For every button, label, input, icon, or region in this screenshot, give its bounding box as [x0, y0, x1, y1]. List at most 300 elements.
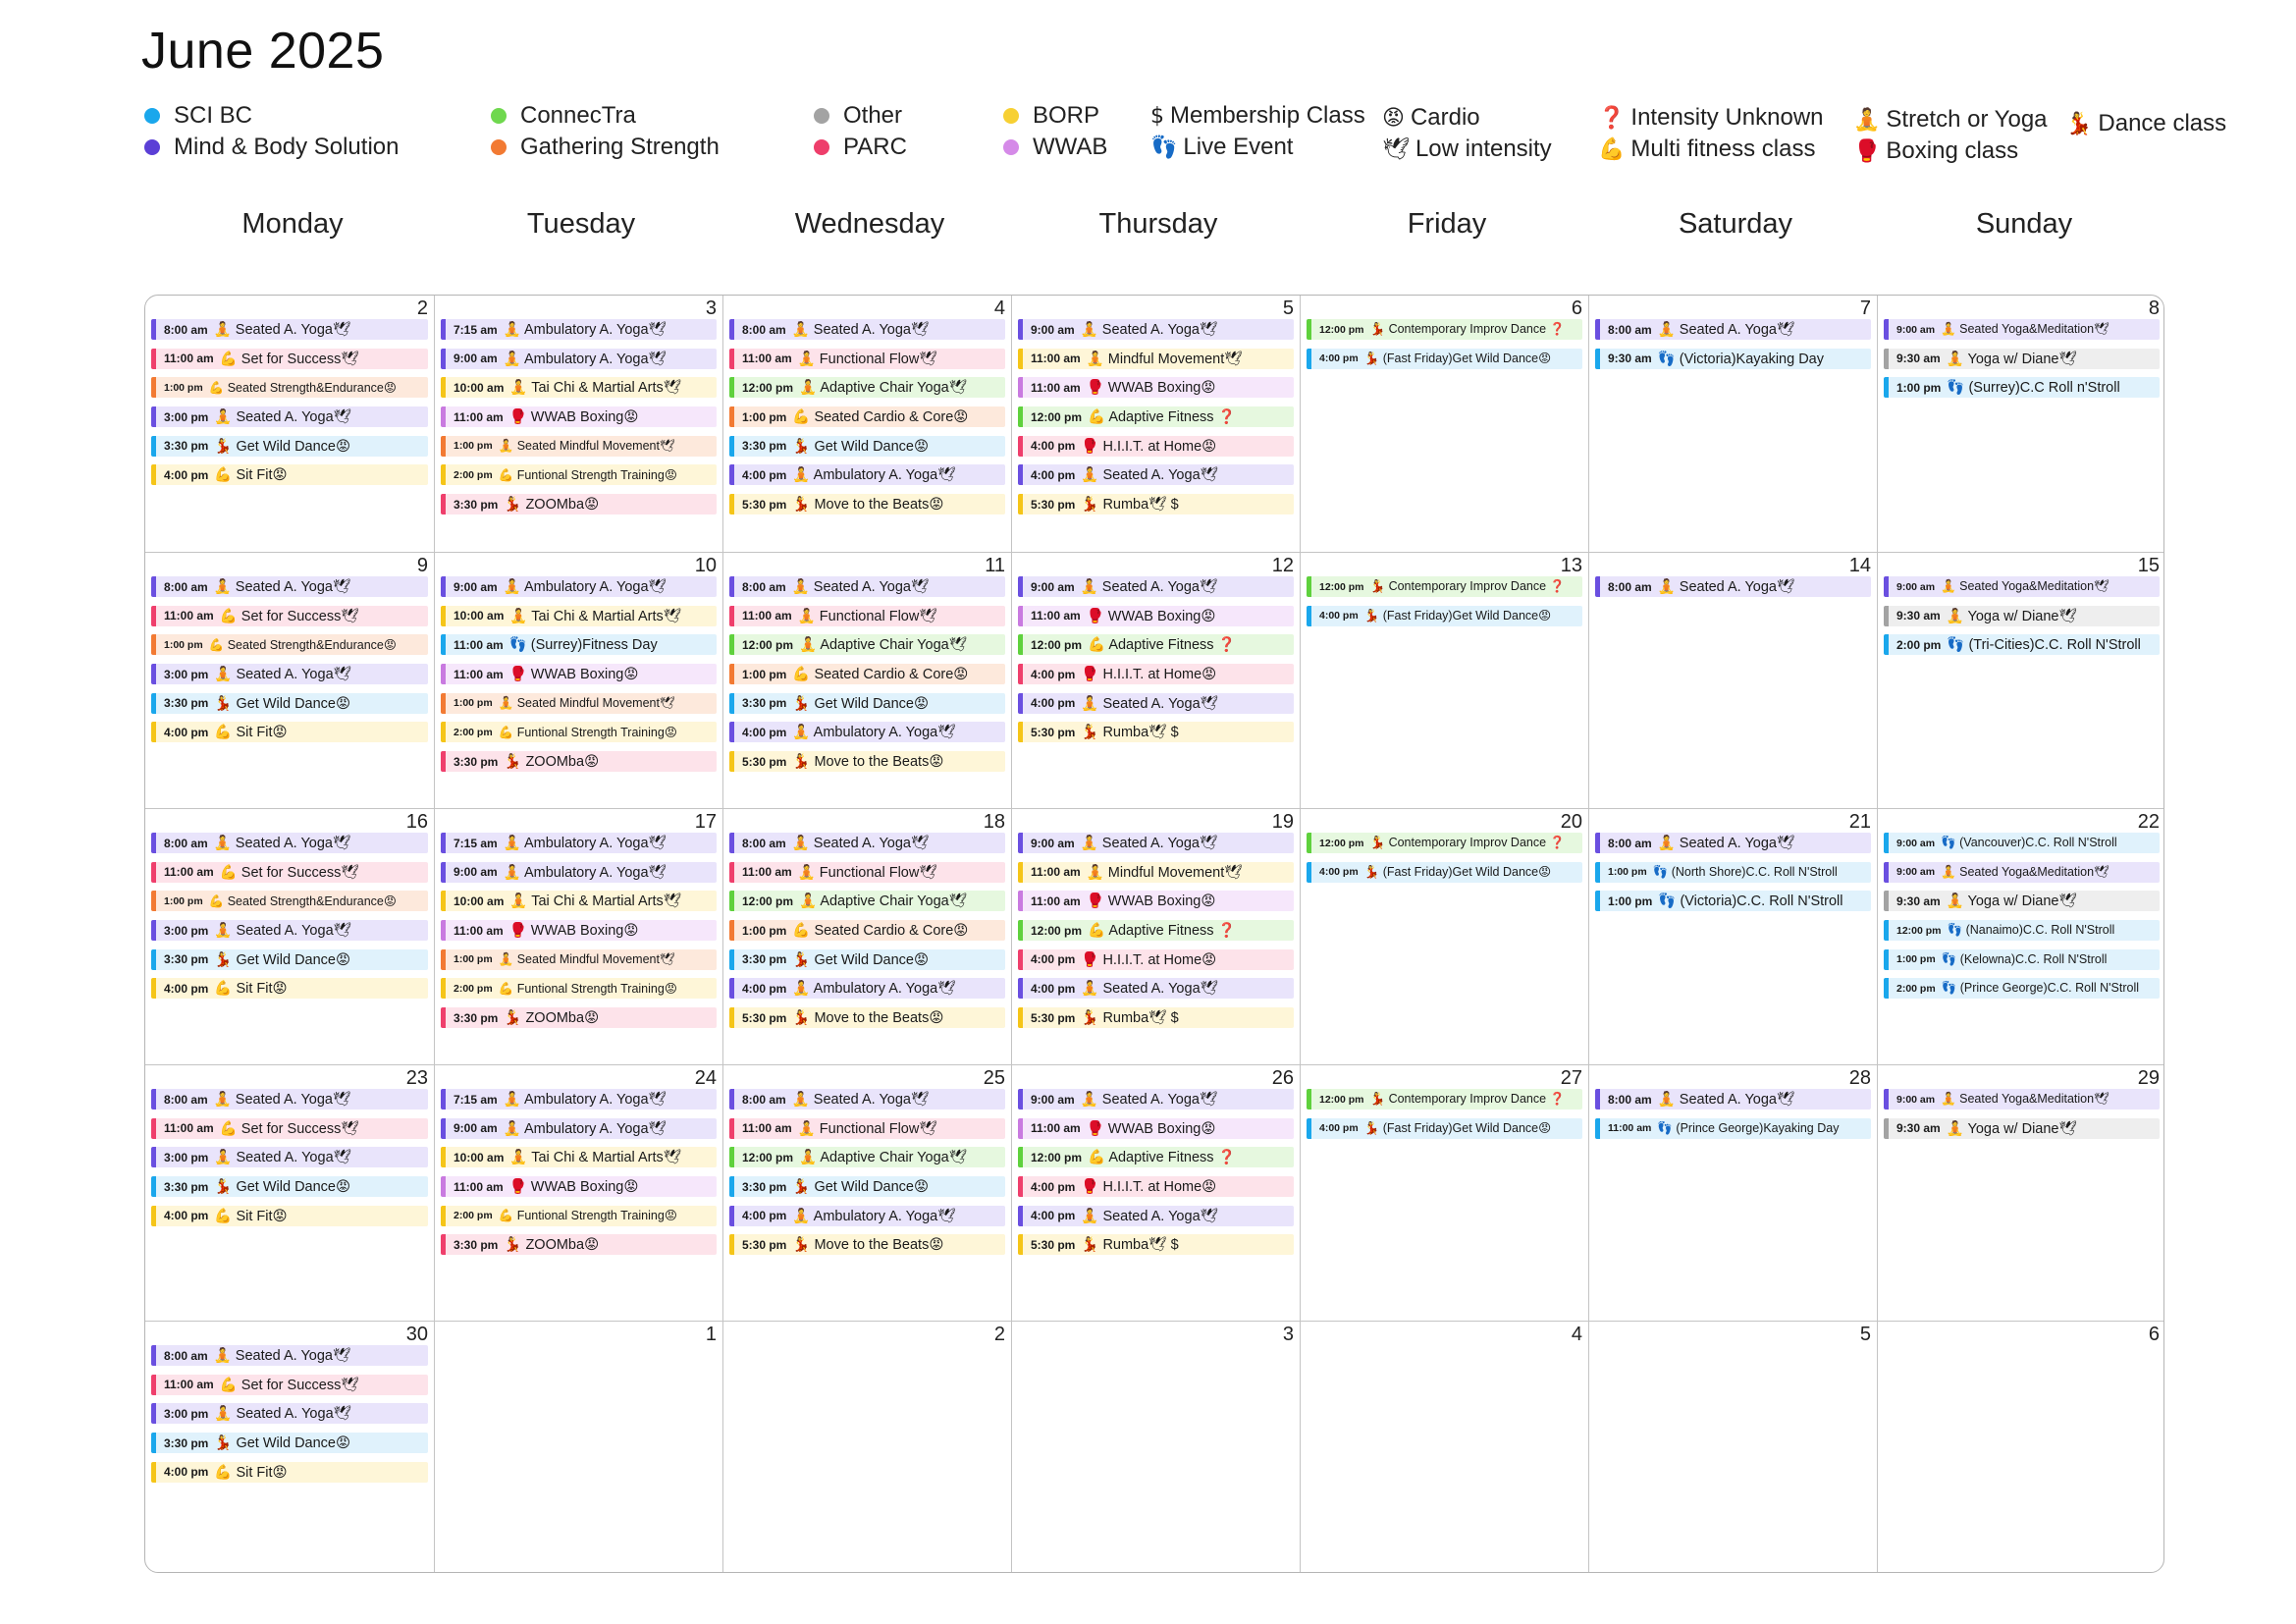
calendar-event[interactable]: [1884, 349, 2160, 369]
calendar-event[interactable]: [729, 664, 1005, 684]
calendar-event[interactable]: [151, 319, 428, 340]
day-cell[interactable]: [722, 296, 1011, 552]
calendar-event[interactable]: [1595, 891, 1871, 911]
footprints-icon: 👣: [1150, 135, 1178, 160]
calendar-event[interactable]: [729, 606, 1005, 626]
day-cell[interactable]: [1877, 296, 2164, 552]
event-time: 3:30 pm: [454, 1010, 499, 1025]
event-list: [1018, 576, 1294, 751]
event-time: 10:00 am: [454, 380, 505, 395]
event-title: 👣 (Prince George)C.C. Roll N'Stroll: [1941, 981, 2140, 996]
calendar-grid: [144, 295, 2164, 1573]
legend-label: ConnecTra: [520, 102, 636, 129]
calendar-event[interactable]: [1018, 1147, 1294, 1167]
event-title: 💪 Set for Success🕊: [219, 608, 359, 624]
calendar-event[interactable]: [1018, 634, 1294, 655]
day-cell[interactable]: [1877, 1065, 2164, 1322]
calendar-event[interactable]: [1018, 377, 1294, 398]
calendar-event[interactable]: [729, 494, 1005, 514]
calendar-event[interactable]: [729, 634, 1005, 655]
event-time: 3:30 pm: [742, 696, 787, 711]
calendar-event[interactable]: [441, 1089, 717, 1110]
calendar-event[interactable]: [1018, 319, 1294, 340]
calendar-event[interactable]: [1307, 349, 1582, 369]
event-time: 1:00 pm: [1896, 953, 1936, 966]
calendar-event[interactable]: [151, 920, 428, 941]
calendar-event[interactable]: [729, 920, 1005, 941]
day-cell[interactable]: [1588, 553, 1877, 809]
event-title: 🧘 Seated A. Yoga🕊: [1657, 1092, 1795, 1108]
day-cell[interactable]: [1588, 1065, 1877, 1322]
day-cell[interactable]: [1877, 809, 2164, 1065]
calendar-event[interactable]: [729, 693, 1005, 714]
event-time: 11:00 am: [742, 352, 792, 366]
calendar-event[interactable]: [1018, 862, 1294, 883]
calendar-event[interactable]: [441, 576, 717, 597]
calendar-event[interactable]: [1307, 1118, 1582, 1139]
event-time: 8:00 am: [1608, 836, 1652, 850]
day-cell[interactable]: [1300, 809, 1588, 1065]
event-title: 💃 Rumba🕊 $: [1081, 497, 1179, 514]
calendar-event[interactable]: [151, 1118, 428, 1139]
day-cell[interactable]: [145, 1322, 434, 1573]
event-title: 🥊 WWAB Boxing😡: [1086, 380, 1216, 397]
day-header-tuesday: Tuesday: [526, 208, 636, 240]
event-title: 🧘 Tai Chi & Martial Arts🕊: [509, 893, 682, 910]
calendar-event[interactable]: [441, 978, 717, 999]
event-title: 🧘 Seated Yoga&Meditation🕊: [1941, 1092, 2109, 1106]
event-title: 🧘 Seated A. Yoga🕊: [214, 1150, 352, 1166]
event-title: 💃 Contemporary Improv Dance ❓: [1369, 1092, 1566, 1106]
calendar-event[interactable]: [729, 464, 1005, 485]
legend-yoga-item: [1853, 106, 2048, 134]
event-title: 🧘 Tai Chi & Martial Arts🕊: [509, 380, 682, 397]
calendar-event[interactable]: [729, 436, 1005, 457]
calendar-event[interactable]: [1018, 436, 1294, 457]
day-cell[interactable]: [434, 296, 722, 552]
event-time: 5:30 pm: [1031, 1010, 1076, 1025]
event-title: 💃 (Fast Friday)Get Wild Dance😡: [1363, 865, 1552, 880]
event-title: 💃 Get Wild Dance😡: [792, 438, 930, 455]
event-title: 💃 Get Wild Dance😡: [792, 951, 930, 968]
calendar-event[interactable]: [1018, 949, 1294, 970]
event-title: 🥊 H.I.I.T. at Home😡: [1081, 951, 1217, 968]
event-time: 3:30 pm: [454, 754, 499, 769]
event-time: 12:00 pm: [1031, 409, 1083, 424]
day-cell[interactable]: [434, 1065, 722, 1322]
calendar-event[interactable]: [1018, 406, 1294, 427]
event-time: 9:00 am: [1896, 1093, 1936, 1106]
event-time: 2:00 pm: [454, 726, 493, 738]
event-title: 💃 Get Wild Dance😡: [214, 695, 351, 712]
calendar-event[interactable]: [151, 464, 428, 485]
calendar-event[interactable]: [441, 436, 717, 457]
day-number: 14: [1848, 555, 1871, 576]
calendar-event[interactable]: [729, 1089, 1005, 1110]
calendar-event[interactable]: [729, 891, 1005, 911]
calendar-event[interactable]: [441, 1007, 717, 1028]
calendar-event[interactable]: [1884, 920, 2160, 941]
calendar-event[interactable]: [441, 949, 717, 970]
calendar-event[interactable]: [1018, 1007, 1294, 1028]
calendar-event[interactable]: [1018, 1234, 1294, 1255]
calendar-event[interactable]: [729, 862, 1005, 883]
event-title: 👣 (Vancouver)C.C. Roll N'Stroll: [1941, 836, 2117, 849]
calendar-event[interactable]: [729, 406, 1005, 427]
event-time: 3:30 pm: [454, 1237, 499, 1252]
calendar-event[interactable]: [1018, 693, 1294, 714]
calendar-event[interactable]: [441, 319, 717, 340]
calendar-event[interactable]: [729, 949, 1005, 970]
event-time: 4:00 pm: [742, 725, 787, 739]
day-cell[interactable]: [1011, 296, 1300, 552]
calendar-event[interactable]: [1307, 606, 1582, 626]
calendar-event[interactable]: [151, 1462, 428, 1483]
calendar-event[interactable]: [441, 664, 717, 684]
event-list: [729, 576, 1005, 781]
event-title: 💪 Seated Strength&Endurance😡: [208, 893, 397, 908]
event-title: 🧘 Seated Yoga&Meditation🕊: [1941, 322, 2109, 336]
event-title: 🥊 H.I.I.T. at Home😡: [1081, 438, 1217, 455]
day-number: 20: [1560, 811, 1582, 833]
day-cell[interactable]: [1011, 1065, 1300, 1322]
calendar-event[interactable]: [1018, 1176, 1294, 1197]
calendar-event[interactable]: [151, 1176, 428, 1197]
event-title: 🧘 Seated A. Yoga🕊: [1657, 322, 1795, 338]
calendar-event[interactable]: [1018, 349, 1294, 369]
day-cell[interactable]: [1877, 553, 2164, 809]
event-title: 🧘 Seated Yoga&Meditation🕊: [1941, 579, 2109, 593]
event-time: 12:00 pm: [742, 380, 794, 395]
day-number: 15: [2137, 555, 2160, 576]
legend-live-event-item: [1150, 134, 1293, 161]
calendar-event[interactable]: [1595, 1118, 1871, 1139]
day-number: 4: [1571, 1324, 1582, 1345]
calendar-event[interactable]: [1884, 1118, 2160, 1139]
event-time: 11:00 am: [164, 865, 214, 880]
event-title: 🧘 Seated A. Yoga🕊: [213, 579, 351, 595]
event-title: 💃 Rumba🕊 $: [1081, 1237, 1179, 1254]
calendar-event[interactable]: [1018, 1089, 1294, 1110]
calendar-event[interactable]: [151, 1206, 428, 1226]
calendar-event[interactable]: [441, 406, 717, 427]
event-time: 3:30 pm: [742, 1179, 787, 1194]
calendar-event[interactable]: [1884, 576, 2160, 597]
calendar-event[interactable]: [151, 406, 428, 427]
day-cell[interactable]: [1011, 809, 1300, 1065]
calendar-event[interactable]: [729, 1234, 1005, 1255]
calendar-event[interactable]: [1595, 862, 1871, 883]
calendar-event[interactable]: [1307, 576, 1582, 597]
calendar-event[interactable]: [1018, 920, 1294, 941]
calendar-event[interactable]: [441, 1118, 717, 1139]
calendar-event[interactable]: [1884, 377, 2160, 398]
event-time: 12:00 pm: [1031, 637, 1083, 652]
event-title: 🧘 Seated A. Yoga🕊: [213, 1348, 351, 1364]
calendar-event[interactable]: [1595, 1089, 1871, 1110]
event-time: 12:00 pm: [1031, 923, 1083, 938]
legend-label: Dance class: [2098, 110, 2227, 136]
calendar-event[interactable]: [441, 751, 717, 772]
calendar-event[interactable]: [441, 1206, 717, 1226]
day-cell[interactable]: [1877, 1322, 2164, 1573]
calendar-event[interactable]: [441, 634, 717, 655]
calendar-event[interactable]: [729, 1176, 1005, 1197]
event-time: 4:00 pm: [1031, 1209, 1076, 1223]
event-title: 👣 (North Shore)C.C. Roll N'Stroll: [1652, 864, 1838, 879]
day-cell[interactable]: [1011, 553, 1300, 809]
calendar-event[interactable]: [729, 319, 1005, 340]
calendar-event[interactable]: [1018, 576, 1294, 597]
calendar-event[interactable]: [1884, 634, 2160, 655]
event-time: 3:30 pm: [164, 952, 209, 967]
event-title: 🧘 Seated A. Yoga🕊: [1080, 322, 1218, 338]
calendar-event[interactable]: [1884, 1089, 2160, 1110]
calendar-event[interactable]: [441, 1147, 717, 1167]
calendar-event[interactable]: [151, 1345, 428, 1366]
calendar-event[interactable]: [441, 464, 717, 485]
day-cell[interactable]: [1300, 296, 1588, 552]
day-cell[interactable]: [1300, 1322, 1588, 1573]
day-number: 7: [1859, 298, 1871, 319]
calendar-event[interactable]: [729, 377, 1005, 398]
event-time: 3:30 pm: [164, 1435, 209, 1450]
event-title: 🧘 Functional Flow🕊: [797, 1120, 937, 1137]
calendar-event[interactable]: [1884, 833, 2160, 853]
event-title: 🧘 Ambulatory A. Yoga🕊: [792, 467, 956, 484]
calendar-event[interactable]: [1307, 862, 1582, 883]
event-time: 9:30 am: [1896, 1121, 1941, 1136]
event-title: 💪 Sit Fit😡: [214, 1464, 288, 1481]
event-time: 1:00 pm: [1608, 866, 1647, 879]
event-time: 11:00 am: [454, 1179, 504, 1194]
day-cell[interactable]: [434, 809, 722, 1065]
event-time: 9:00 am: [1896, 580, 1936, 593]
calendar-event[interactable]: [1884, 606, 2160, 626]
calendar-event[interactable]: [729, 833, 1005, 853]
calendar-event[interactable]: [729, 576, 1005, 597]
calendar-event[interactable]: [441, 722, 717, 742]
calendar-event[interactable]: [151, 891, 428, 911]
event-title: 💪 Seated Cardio & Core😡: [792, 667, 969, 683]
event-time: 9:00 am: [1031, 1092, 1075, 1107]
calendar-event[interactable]: [729, 1007, 1005, 1028]
calendar-event[interactable]: [1018, 978, 1294, 999]
calendar-event[interactable]: [441, 494, 717, 514]
event-title: 💃 Move to the Beats😡: [792, 1010, 944, 1027]
event-title: 🧘 Functional Flow🕊: [797, 608, 937, 624]
calendar-event[interactable]: [1307, 833, 1582, 853]
event-time: 2:00 pm: [454, 468, 493, 481]
calendar-event[interactable]: [729, 978, 1005, 999]
event-list: [1884, 1089, 2160, 1147]
day-cell[interactable]: [1588, 809, 1877, 1065]
calendar-event[interactable]: [151, 606, 428, 626]
event-time: 11:00 am: [164, 1378, 214, 1392]
event-title: 🧘 Adaptive Chair Yoga🕊: [799, 637, 968, 654]
calendar-event[interactable]: [151, 1147, 428, 1167]
calendar-event[interactable]: [1018, 1206, 1294, 1226]
day-cell[interactable]: [722, 1322, 1011, 1573]
calendar-event[interactable]: [151, 693, 428, 714]
calendar-event[interactable]: [1018, 464, 1294, 485]
event-title: 🧘 Seated A. Yoga🕊: [791, 836, 930, 851]
event-time: 11:00 am: [1031, 352, 1081, 366]
calendar-event[interactable]: [1018, 606, 1294, 626]
event-title: 🧘 Seated A. Yoga🕊: [1080, 836, 1218, 851]
event-title: 🧘 Ambulatory A. Yoga🕊: [792, 1208, 956, 1224]
event-list: [729, 833, 1005, 1037]
day-cell[interactable]: [1588, 1322, 1877, 1573]
calendar-event[interactable]: [1884, 978, 2160, 999]
event-time: 1:00 pm: [454, 697, 493, 710]
day-cell[interactable]: [1300, 553, 1588, 809]
week-row: [145, 808, 2163, 1064]
calendar-event[interactable]: [729, 349, 1005, 369]
day-cell[interactable]: [722, 809, 1011, 1065]
calendar-event[interactable]: [441, 349, 717, 369]
day-number: 30: [405, 1324, 428, 1345]
calendar-event[interactable]: [151, 1375, 428, 1395]
event-time: 8:00 am: [1608, 322, 1652, 337]
calendar-event[interactable]: [729, 1118, 1005, 1139]
calendar-event[interactable]: [729, 751, 1005, 772]
calendar-event[interactable]: [1884, 891, 2160, 911]
calendar-event[interactable]: [151, 1089, 428, 1110]
day-number: 23: [405, 1067, 428, 1089]
event-title: 💃 ZOOMba😡: [504, 1010, 600, 1027]
calendar-event[interactable]: [441, 377, 717, 398]
calendar-event[interactable]: [151, 349, 428, 369]
event-time: 1:00 pm: [742, 409, 787, 424]
calendar-event[interactable]: [729, 1147, 1005, 1167]
event-title: 💃 Contemporary Improv Dance ❓: [1369, 836, 1566, 849]
day-cell[interactable]: [434, 1322, 722, 1573]
calendar-event[interactable]: [151, 1433, 428, 1453]
calendar-event[interactable]: [441, 920, 717, 941]
event-title: 💪 Sit Fit😡: [214, 1208, 288, 1224]
calendar-event[interactable]: [151, 664, 428, 684]
legend-item: [814, 102, 902, 130]
calendar-event[interactable]: [1307, 319, 1582, 340]
day-number: 18: [983, 811, 1005, 833]
calendar-event[interactable]: [441, 862, 717, 883]
day-cell[interactable]: [1300, 1065, 1588, 1322]
event-list: [151, 319, 428, 494]
flexed-biceps-icon: 💪: [1598, 136, 1626, 162]
event-title: 🧘 Seated A. Yoga🕊: [1657, 836, 1795, 851]
event-title: 💪 Sit Fit😡: [214, 981, 288, 998]
legend-dot: [1003, 139, 1019, 155]
day-cell[interactable]: [145, 296, 434, 552]
calendar-event[interactable]: [441, 1234, 717, 1255]
event-title: 🧘 Seated A. Yoga🕊: [791, 579, 930, 595]
event-title: 🧘 Mindful Movement🕊: [1086, 864, 1243, 881]
calendar-event[interactable]: [1884, 319, 2160, 340]
event-time: 4:00 pm: [742, 1209, 787, 1223]
day-cell[interactable]: [1588, 296, 1877, 552]
day-cell[interactable]: [722, 1065, 1011, 1322]
calendar-event[interactable]: [729, 1206, 1005, 1226]
calendar-event[interactable]: [151, 978, 428, 999]
calendar-event[interactable]: [151, 377, 428, 398]
event-time: 11:00 am: [164, 1121, 214, 1136]
event-time: 1:00 pm: [742, 667, 787, 681]
calendar-event[interactable]: [1595, 576, 1871, 597]
calendar-event[interactable]: [1884, 862, 2160, 883]
calendar-event[interactable]: [441, 833, 717, 853]
calendar-event[interactable]: [151, 722, 428, 742]
calendar-event[interactable]: [1018, 494, 1294, 514]
legend-boxing-item: [1853, 137, 2018, 165]
event-time: 7:15 am: [454, 322, 498, 337]
calendar-event[interactable]: [151, 436, 428, 457]
event-time: 3:00 pm: [164, 409, 209, 424]
dove-icon: 🕊: [1382, 136, 1410, 162]
week-row: [145, 552, 2163, 808]
event-title: 🧘 Seated A. Yoga🕊: [1657, 579, 1795, 595]
day-cell[interactable]: [145, 553, 434, 809]
calendar-event[interactable]: [151, 949, 428, 970]
calendar-event[interactable]: [441, 693, 717, 714]
event-time: 1:00 pm: [1608, 893, 1653, 908]
calendar-event[interactable]: [151, 833, 428, 853]
calendar-event[interactable]: [441, 1176, 717, 1197]
calendar-event[interactable]: [1018, 1118, 1294, 1139]
event-time: 11:00 am: [1031, 1121, 1081, 1136]
calendar-event[interactable]: [151, 862, 428, 883]
calendar-event[interactable]: [1595, 319, 1871, 340]
event-time: 9:00 am: [1896, 866, 1936, 879]
day-cell[interactable]: [145, 1065, 434, 1322]
calendar-event[interactable]: [1884, 949, 2160, 970]
event-time: 9:30 am: [1896, 352, 1941, 366]
calendar-event[interactable]: [1018, 891, 1294, 911]
calendar-event[interactable]: [441, 606, 717, 626]
day-cell[interactable]: [434, 553, 722, 809]
calendar-event[interactable]: [1018, 833, 1294, 853]
calendar-event[interactable]: [151, 634, 428, 655]
legend-dot: [814, 139, 829, 155]
event-time: 4:00 pm: [1319, 610, 1359, 623]
calendar-event[interactable]: [1595, 349, 1871, 369]
calendar-event[interactable]: [151, 1403, 428, 1424]
calendar-event[interactable]: [1018, 664, 1294, 684]
calendar-event[interactable]: [1307, 1089, 1582, 1110]
legend-item: [1003, 134, 1107, 161]
event-time: 8:00 am: [164, 836, 208, 850]
day-cell[interactable]: [145, 809, 434, 1065]
day-cell[interactable]: [1011, 1322, 1300, 1573]
event-list: [1595, 833, 1871, 920]
event-title: 🧘 Yoga w/ Diane🕊: [1946, 893, 2077, 910]
legend-label: Boxing class: [1886, 137, 2019, 164]
day-cell[interactable]: [722, 553, 1011, 809]
calendar-event[interactable]: [441, 891, 717, 911]
week-row: [145, 296, 2163, 552]
event-time: 3:30 pm: [164, 696, 209, 711]
event-time: 3:30 pm: [742, 439, 787, 454]
calendar-event[interactable]: [1595, 833, 1871, 853]
event-time: 11:00 am: [454, 667, 504, 681]
calendar-event[interactable]: [729, 722, 1005, 742]
event-title: 🧘 Seated A. Yoga🕊: [1080, 579, 1218, 595]
event-time: 9:00 am: [454, 352, 498, 366]
legend-item: [144, 134, 399, 161]
event-title: 💪 Sit Fit😡: [214, 467, 288, 484]
calendar-event[interactable]: [151, 576, 428, 597]
calendar-event[interactable]: [1018, 722, 1294, 742]
